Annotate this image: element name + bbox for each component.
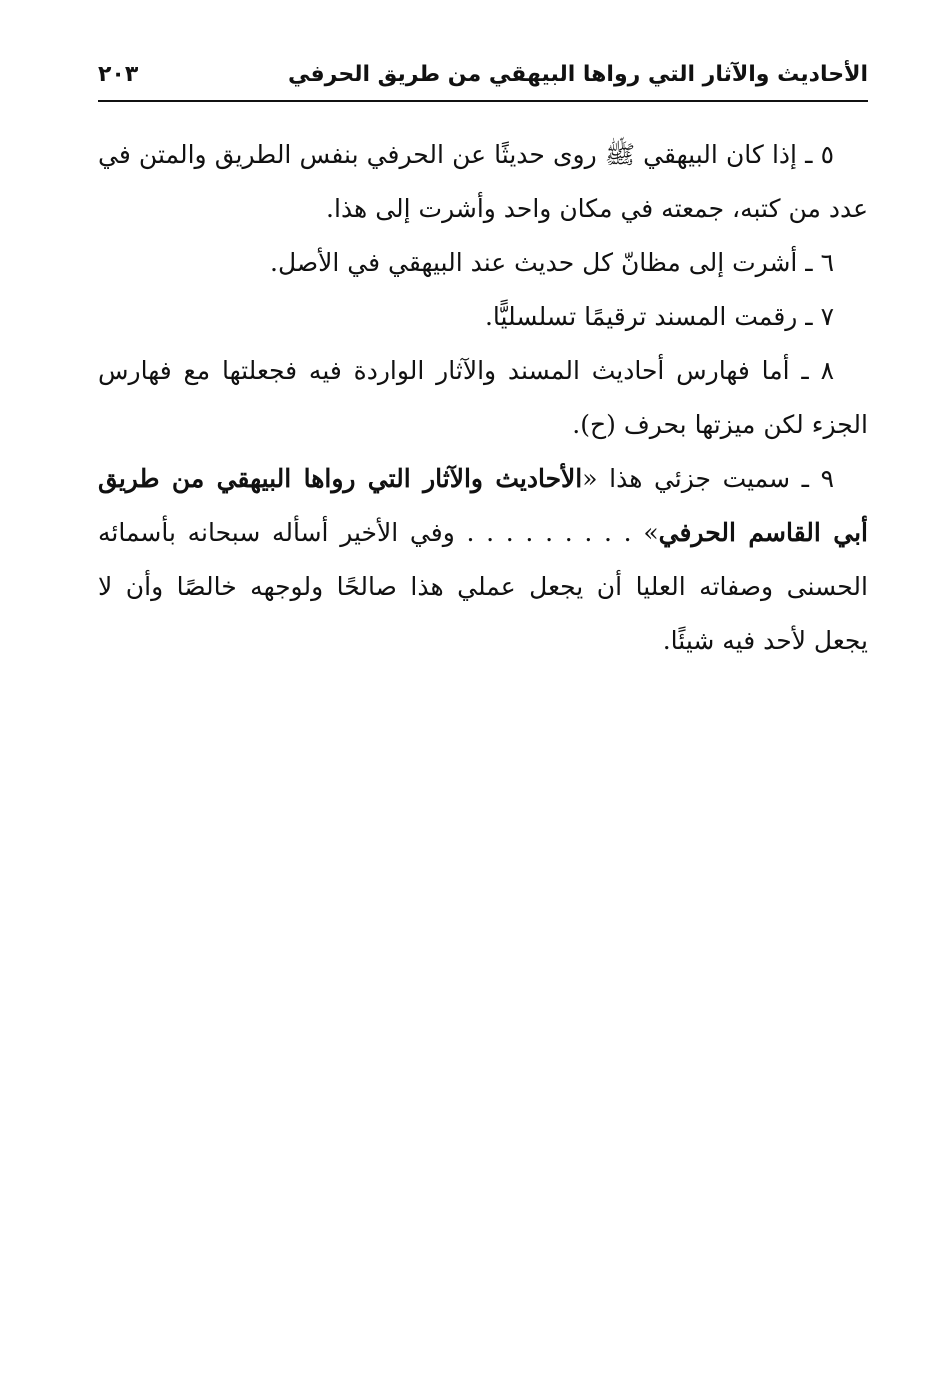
paragraph-9-suffix: » . . . . . . . . . وفي الأخير أسأله سبحانه بأسمائه الحسنى وصفاته العليا أن يجعل عملي هذا صالحًا ولوجهه خالصًا وأن لا يجعل لأحد فيه شيئًا. — [98, 518, 868, 655]
paragraph-9-prefix: ٩ ـ سميت جزئي هذا « — [582, 464, 834, 493]
book-title: الأحاديث والآثار التي رواها البيهقي من طريق أبي القاسم الحرفي — [98, 464, 868, 547]
page-number: ٢٠٣ — [98, 62, 139, 87]
paragraph-item-9 — [98, 452, 868, 668]
paragraph-item-5: ٥ ـ إذا كان البيهقي ﷺ روى حديثًا عن الحرفي بنفس الطريق والمتن في عدد من كتبه، جمعته في مكان واحد وأشرت إلى هذا. — [98, 140, 868, 223]
header-rule — [98, 100, 868, 102]
paragraph-item-7: ٧ ـ رقمت المسند ترقيمًا تسلسليًّا. — [484, 302, 834, 331]
body-text — [98, 128, 868, 668]
running-title: الأحاديث والآثار التي رواها البيهقي من طريق الحرفي — [287, 62, 868, 87]
paragraph-item-8: ٨ ـ أما فهارس أحاديث المسند والآثار الواردة فيه فجعلتها مع فهارس الجزء لكن ميزتها بحرف (ح). — [98, 356, 868, 439]
paragraph-item-6: ٦ ـ أشرت إلى مظانّ كل حديث عند البيهقي في الأصل. — [270, 248, 834, 277]
page-header — [98, 56, 868, 96]
